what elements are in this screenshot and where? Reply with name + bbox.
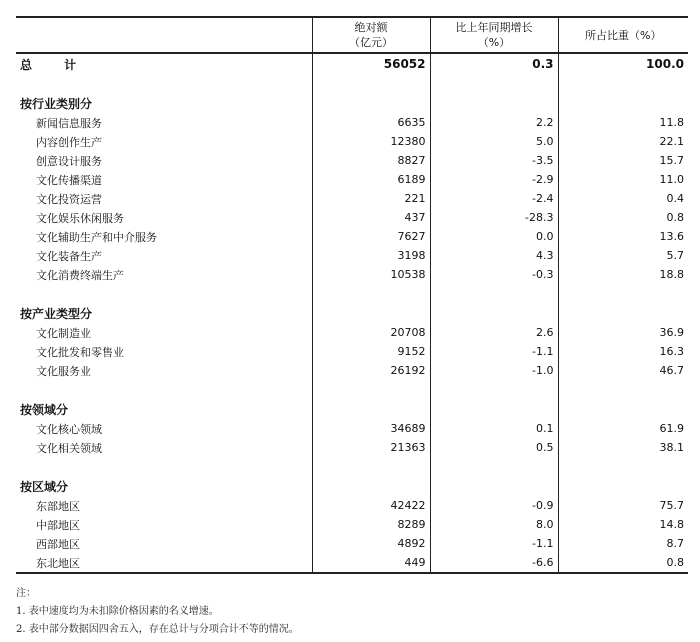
table-row bbox=[16, 227, 688, 246]
row-label: 新闻信息服务 bbox=[16, 113, 312, 132]
row-label: 文化批发和零售业 bbox=[16, 342, 312, 361]
header-growth bbox=[430, 17, 558, 53]
header-absolute-line2: （亿元） bbox=[349, 36, 393, 49]
row-label: 西部地区 bbox=[16, 534, 312, 553]
row-share: 16.3 bbox=[659, 345, 684, 358]
total-absolute: 56052 bbox=[312, 53, 430, 74]
row-growth: 8.0 bbox=[430, 515, 558, 534]
spacer-row-cell-name bbox=[16, 380, 312, 400]
section-header-row bbox=[16, 400, 688, 419]
row-absolute: 21363 bbox=[312, 438, 430, 457]
row-label: 文化制造业 bbox=[16, 323, 312, 342]
row-share: 11.0 bbox=[659, 173, 684, 186]
header-growth-line1: 比上年同期增长 bbox=[455, 21, 533, 34]
row-share: 5.7 bbox=[666, 249, 684, 262]
section-title: 按区域分 bbox=[16, 477, 312, 496]
row-absolute: 34689 bbox=[312, 419, 430, 438]
row-growth: 2.2 bbox=[430, 113, 558, 132]
row-absolute: 20708 bbox=[312, 323, 430, 342]
section-header-row-cell-share bbox=[558, 304, 688, 323]
row-absolute: 12380 bbox=[312, 132, 430, 151]
row-share: 0.8 bbox=[558, 553, 688, 573]
section-header-row-cell-growth bbox=[430, 94, 558, 113]
row-absolute: 26192 bbox=[312, 361, 430, 380]
row-growth: -2.9 bbox=[430, 170, 558, 189]
row-growth: -28.3 bbox=[430, 208, 558, 227]
row-growth: -0.9 bbox=[430, 496, 558, 515]
table-row bbox=[16, 515, 688, 534]
table-row bbox=[16, 246, 688, 265]
row-label: 东部地区 bbox=[16, 496, 312, 515]
row-absolute: 6635 bbox=[312, 113, 430, 132]
section-title: 按产业类型分 bbox=[16, 304, 312, 323]
row-absolute: 437 bbox=[312, 208, 430, 227]
row-share: 11.8 bbox=[659, 116, 684, 129]
row-absolute: 6189 bbox=[312, 170, 430, 189]
row-absolute: 7627 bbox=[312, 227, 430, 246]
section-header-row bbox=[16, 304, 688, 323]
row-absolute: 8289 bbox=[312, 515, 430, 534]
spacer-row bbox=[16, 457, 688, 477]
row-label: 文化装备生产 bbox=[16, 246, 312, 265]
row-growth: 4.3 bbox=[430, 246, 558, 265]
row-share: 14.8 bbox=[659, 518, 684, 531]
footnote-title: 注： bbox=[16, 588, 36, 599]
total-growth: 0.3 bbox=[430, 53, 558, 74]
row-label: 文化传播渠道 bbox=[16, 170, 312, 189]
row-growth: -1.1 bbox=[430, 534, 558, 553]
total-label: 总 计 bbox=[16, 53, 312, 74]
row-label: 文化消费终端生产 bbox=[16, 265, 312, 284]
row-share: 61.9 bbox=[659, 422, 684, 435]
row-label: 文化辅助生产和中介服务 bbox=[16, 227, 312, 246]
footnote-1: 1. 表中速度均为未扣除价格因素的名义增速。 bbox=[16, 606, 219, 617]
row-absolute: 9152 bbox=[312, 342, 430, 361]
row-share: 22.1 bbox=[659, 135, 684, 148]
section-title: 按行业类别分 bbox=[16, 94, 312, 113]
total-share: 100.0 bbox=[646, 57, 684, 71]
row-share: 15.7 bbox=[659, 154, 684, 167]
row-growth: -2.4 bbox=[430, 189, 558, 208]
row-absolute: 4892 bbox=[312, 534, 430, 553]
table-row bbox=[16, 113, 688, 132]
table-row bbox=[16, 151, 688, 170]
section-header-row-cell-growth bbox=[430, 304, 558, 323]
spacer-row-cell-absolute bbox=[312, 457, 430, 477]
row-label: 文化服务业 bbox=[16, 361, 312, 380]
row-share: 36.9 bbox=[659, 326, 684, 339]
header-absolute-line1: 绝对额 bbox=[354, 21, 388, 34]
row-growth: -0.3 bbox=[430, 265, 558, 284]
spacer-row-cell-absolute bbox=[312, 284, 430, 304]
row-share: 8.7 bbox=[666, 537, 684, 550]
row-share: 0.8 bbox=[666, 211, 684, 224]
spacer-row-cell-growth bbox=[430, 380, 558, 400]
row-growth: -6.6 bbox=[430, 553, 558, 573]
row-absolute: 10538 bbox=[312, 265, 430, 284]
row-label: 内容创作生产 bbox=[16, 132, 312, 151]
section-header-row-cell-share bbox=[558, 400, 688, 419]
section-title: 按领域分 bbox=[16, 400, 312, 419]
table-row bbox=[16, 361, 688, 380]
row-label: 东北地区 bbox=[16, 553, 312, 573]
table-row bbox=[16, 189, 688, 208]
spacer-row-cell-absolute bbox=[312, 380, 430, 400]
total-row bbox=[16, 53, 688, 74]
footnote-2: 2. 表中部分数据因四舍五入，存在总计与分项合计不等的情况。 bbox=[16, 624, 299, 635]
section-header-row-cell-growth bbox=[430, 477, 558, 496]
table-row bbox=[16, 132, 688, 151]
table-row bbox=[16, 208, 688, 227]
section-header-row-cell-absolute bbox=[312, 400, 430, 419]
section-header-row-cell-absolute bbox=[312, 477, 430, 496]
table-body bbox=[16, 53, 688, 573]
section-header-row-cell-absolute bbox=[312, 304, 430, 323]
row-absolute: 8827 bbox=[312, 151, 430, 170]
row-growth: 2.6 bbox=[430, 323, 558, 342]
spacer-row-cell-growth bbox=[430, 74, 558, 94]
table-row bbox=[16, 170, 688, 189]
row-growth: 0.0 bbox=[430, 227, 558, 246]
row-share: 18.8 bbox=[659, 268, 684, 281]
row-absolute: 449 bbox=[312, 553, 430, 573]
row-label: 中部地区 bbox=[16, 515, 312, 534]
table-row bbox=[16, 419, 688, 438]
header-share: 所占比重（%） bbox=[558, 17, 688, 53]
spacer-row-cell-growth bbox=[430, 457, 558, 477]
table-header bbox=[16, 17, 688, 53]
row-share: 38.1 bbox=[659, 441, 684, 454]
row-absolute: 3198 bbox=[312, 246, 430, 265]
header-absolute bbox=[312, 17, 430, 53]
header-growth-line2: （%） bbox=[477, 36, 511, 49]
table-row bbox=[16, 496, 688, 515]
table-row bbox=[16, 438, 688, 457]
section-header-row-cell-growth bbox=[430, 400, 558, 419]
section-header-row bbox=[16, 477, 688, 496]
section-header-row-cell-share bbox=[558, 477, 688, 496]
spacer-row-cell-share bbox=[558, 457, 688, 477]
table-row bbox=[16, 265, 688, 284]
row-absolute: 221 bbox=[312, 189, 430, 208]
spacer-row-cell-share bbox=[558, 380, 688, 400]
spacer-row-cell-share bbox=[558, 284, 688, 304]
section-header-row-cell-absolute bbox=[312, 94, 430, 113]
spacer-row-cell-name bbox=[16, 74, 312, 94]
spacer-row bbox=[16, 284, 688, 304]
row-share: 75.7 bbox=[659, 499, 684, 512]
row-growth: 5.0 bbox=[430, 132, 558, 151]
spacer-row bbox=[16, 74, 688, 94]
row-label: 文化核心领域 bbox=[16, 419, 312, 438]
row-label: 文化投资运营 bbox=[16, 189, 312, 208]
row-growth: -3.5 bbox=[430, 151, 558, 170]
section-header-row bbox=[16, 94, 688, 113]
row-growth: 0.1 bbox=[430, 419, 558, 438]
table-row bbox=[16, 534, 688, 553]
row-label: 文化娱乐休闲服务 bbox=[16, 208, 312, 227]
row-absolute: 42422 bbox=[312, 496, 430, 515]
row-share: 0.4 bbox=[666, 192, 684, 205]
section-header-row-cell-share bbox=[558, 94, 688, 113]
spacer-row-cell-absolute bbox=[312, 74, 430, 94]
row-share: 13.6 bbox=[659, 230, 684, 243]
spacer-row bbox=[16, 380, 688, 400]
spacer-row-cell-name bbox=[16, 284, 312, 304]
table-row bbox=[16, 323, 688, 342]
statistics-table bbox=[16, 16, 688, 574]
row-growth: -1.0 bbox=[430, 361, 558, 380]
spacer-row-cell-name bbox=[16, 457, 312, 477]
spacer-row-cell-growth bbox=[430, 284, 558, 304]
header-name bbox=[16, 17, 312, 53]
footnotes bbox=[16, 585, 688, 639]
row-growth: -1.1 bbox=[430, 342, 558, 361]
spacer-row-cell-share bbox=[558, 74, 688, 94]
table-row bbox=[16, 553, 688, 573]
table-row bbox=[16, 342, 688, 361]
row-growth: 0.5 bbox=[430, 438, 558, 457]
row-label: 文化相关领域 bbox=[16, 438, 312, 457]
row-label: 创意设计服务 bbox=[16, 151, 312, 170]
row-share: 46.7 bbox=[659, 364, 684, 377]
